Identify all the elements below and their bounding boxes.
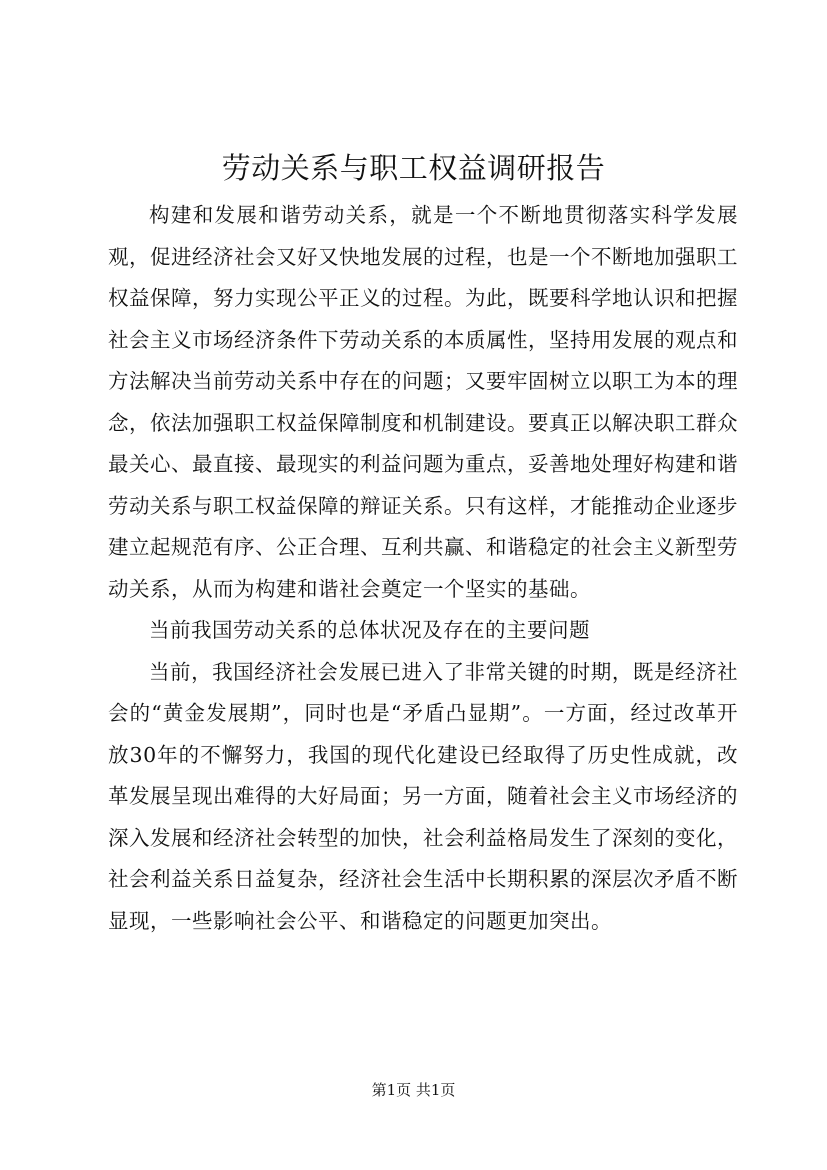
- document-body: [108, 195, 738, 942]
- section-heading: 当前我国劳动关系的总体状况及存在的主要问题: [149, 618, 590, 642]
- page-footer: 第1页 共1页: [371, 1081, 456, 1099]
- paragraph-intro: 构建和发展和谐劳动关系，就是一个不断地贯彻落实科学发展观，促进经济社会又好又快地发展的过程，也是一个不断地加强职工权益保障，努力实现公平正义的过程。为此，既要科学地认识和把握社会主义市场经济条件下劳动关系的本质属性，坚持用发展的观点和方法解决当前劳动关系中存在的问题；又要牢固树立以职工为本的理念，依法加强职工权益保障制度和机制建设。要真正以解决职工群众最关心、最直接、最现实的利益问题为重点，妥善地处理好构建和谐劳动关系与职工权益保障的辩证关系。只有这样，才能推动企业逐步建立起规范有序、公正合理、互利共赢、和谐稳定的社会主义新型劳动关系，从而为构建和谐社会奠定一个坚实的基础。: [108, 203, 738, 601]
- paragraph-current-situation: 当前，我国经济社会发展已进入了非常关键的时期，既是经济社会的“黄金发展期”，同时也是“矛盾凸显期”。一方面，经过改革开放30年的不懈努力，我国的现代化建设已经取得了历史性成就，改革发展呈现出难得的大好局面；另一方面，随着社会主义市场经济的深入发展和经济社会转型的加快，社会利益格局发生了深刻的变化，社会利益关系日益复杂，经济社会生活中长期积累的深层次矛盾不断显现，一些影响社会公平、和谐稳定的问题更加突出。: [108, 659, 738, 933]
- document-title: 劳动关系与职工权益调研报告: [221, 151, 606, 185]
